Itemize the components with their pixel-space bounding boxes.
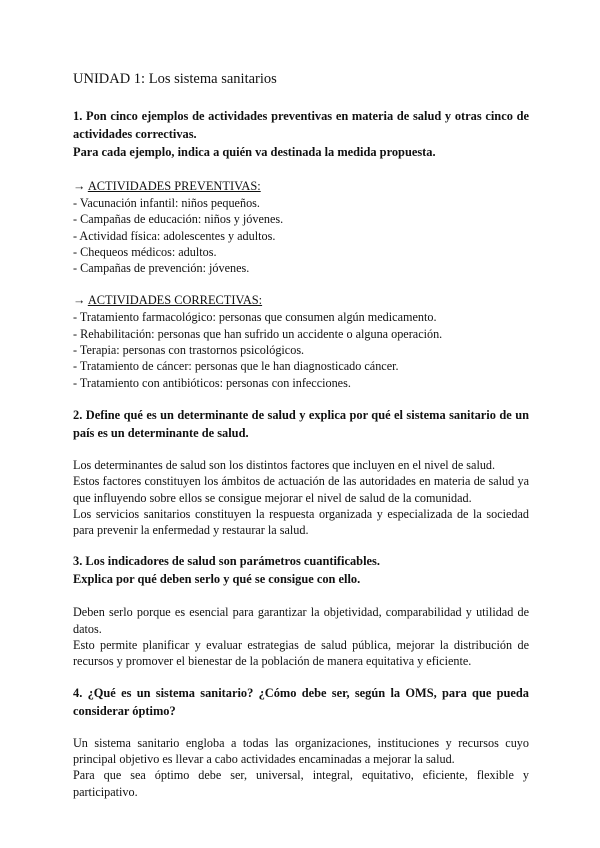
preventive-list bbox=[73, 195, 529, 276]
list-item: - Tratamiento farmacológico: personas que consumen algún medicamento. bbox=[73, 310, 437, 325]
list-item: - Vacunación infantil: niños pequeños. bbox=[73, 196, 260, 210]
answer-3-paragraph: Deben serlo porque es esencial para garantizar la objetividad, comparabilidad y utilidad de datos. bbox=[73, 605, 529, 636]
question-1 bbox=[73, 107, 529, 161]
question-4-text: 4. ¿Qué es un sistema sanitario? ¿Cómo debe ser, según la OMS, para que pueda considerar óptimo? bbox=[73, 685, 529, 718]
arrow-icon: → bbox=[73, 293, 86, 308]
list-item: - Campañas de educación: niños y jóvenes. bbox=[73, 212, 284, 227]
list-item: - Tratamiento de cáncer: personas que le han diagnosticado cáncer. bbox=[73, 359, 399, 374]
answer-4-paragraph: Un sistema sanitario engloba a todas las organizaciones, instituciones y recursos cuyo principal objetivo es llevar a cabo actividades encaminadas a mejorar la salud. bbox=[73, 735, 529, 766]
question-2 bbox=[73, 406, 529, 442]
arrow-icon: → bbox=[73, 179, 86, 193]
answer-4-paragraph: Para que sea óptimo debe ser, universal, integral, equitativo, eficiente, flexible y participativo. bbox=[73, 768, 529, 799]
question-2-text: 2. Define qué es un determinante de salud y explica por qué el sistema sanitario de un país es un determinante de salud. bbox=[73, 407, 529, 440]
answer-2 bbox=[73, 457, 529, 538]
list-item: - Tratamiento con antibióticos: personas con infecciones. bbox=[73, 375, 351, 390]
answer-2-paragraph: Los determinantes de salud son los distintos factores que incluyen en el nivel de salud. bbox=[73, 457, 496, 472]
question-4 bbox=[73, 684, 529, 720]
list-item: - Campañas de prevención: jóvenes. bbox=[73, 261, 250, 276]
corrective-heading bbox=[73, 292, 529, 309]
list-item: - Chequeos médicos: adultos. bbox=[73, 244, 217, 259]
answer-2-paragraph: Los servicios sanitarios constituyen la respuesta organizada y especializada de la sociedad para prevenir la enfermedad y restaurar la salud. bbox=[73, 506, 529, 538]
preventive-heading bbox=[73, 178, 529, 195]
list-item: - Actividad física: adolescentes y adultos. bbox=[73, 228, 276, 243]
preventive-heading-label: ACTIVIDADES PREVENTIVAS: bbox=[87, 179, 261, 193]
document-page bbox=[73, 70, 529, 814]
answer-3 bbox=[73, 604, 529, 669]
question-3-instruction: Explica por qué deben serlo y qué se consigue con ello. bbox=[73, 572, 361, 587]
answer-4 bbox=[73, 735, 529, 800]
answer-2-paragraph: Estos factores constituyen los ámbitos de actuación de las autoridades en materia de salud ya que influyendo sobre ellos se consigue mejorar el nivel de salud de la comunidad. bbox=[73, 474, 529, 505]
question-3-text: 3. Los indicadores de salud son parámetros cuantificables. bbox=[73, 554, 380, 569]
list-item: - Rehabilitación: personas que han sufrido un accidente o alguna operación. bbox=[73, 326, 443, 341]
question-1-text: 1. Pon cinco ejemplos de actividades preventivas en materia de salud y otras cinco de actividades correctivas. bbox=[73, 109, 529, 141]
corrective-heading-label: ACTIVIDADES CORRECTIVAS: bbox=[87, 293, 263, 308]
unit-title: UNIDAD 1: Los sistema sanitarios bbox=[73, 71, 277, 87]
answer-3-paragraph: Esto permite planificar y evaluar estrategias de salud pública, mejorar la distribución de recursos y promover el bienestar de la población de manera equitativa y eficiente. bbox=[73, 638, 529, 669]
list-item: - Terapia: personas con trastornos psicológicos. bbox=[73, 343, 305, 358]
corrective-list bbox=[73, 309, 529, 390]
question-3 bbox=[73, 552, 529, 588]
question-1-instruction: Para cada ejemplo, indica a quién va destinada la medida propuesta. bbox=[73, 145, 436, 159]
